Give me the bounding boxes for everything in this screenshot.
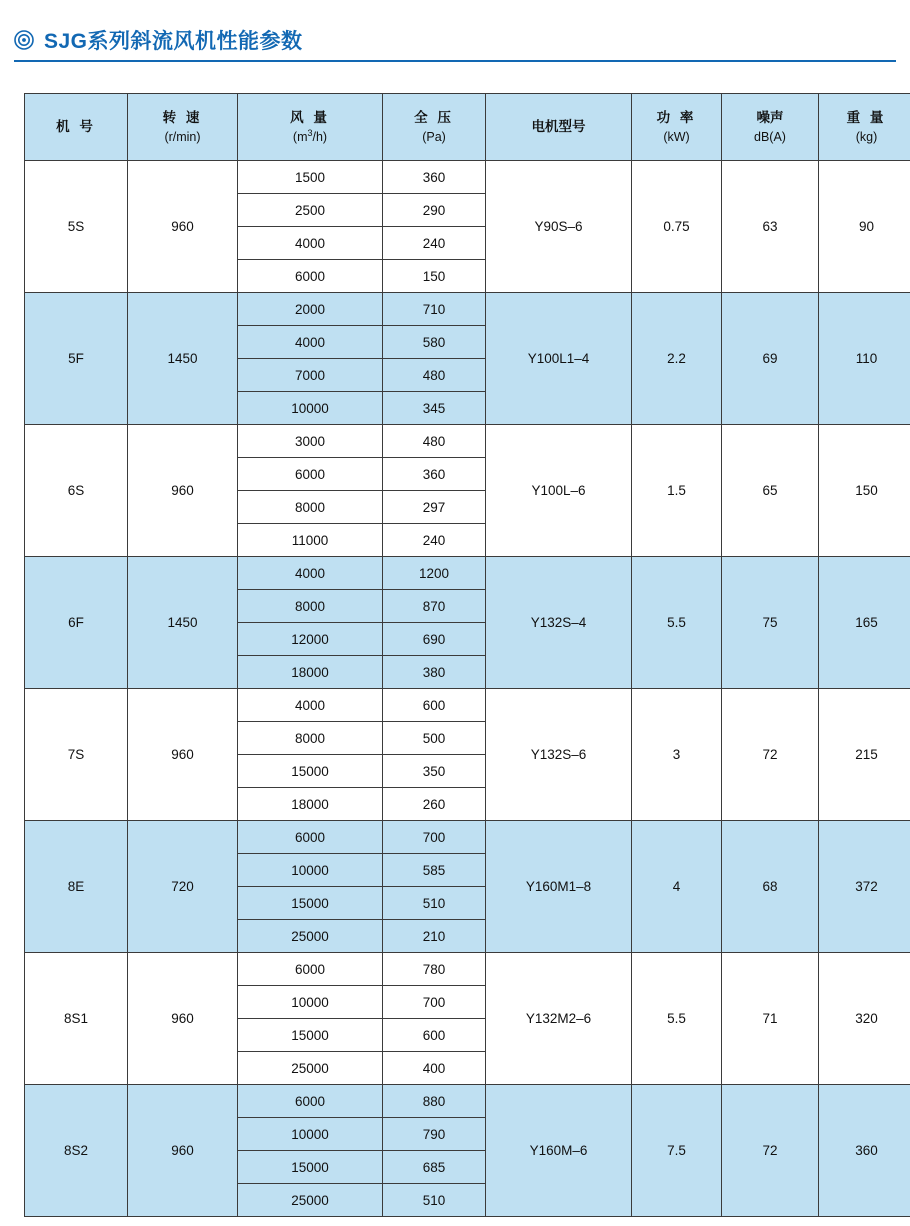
cell-flow: 7000 [238,359,383,392]
cell-pressure: 510 [383,1184,486,1217]
target-circle-icon [14,30,34,50]
cell-flow: 25000 [238,1184,383,1217]
table-row [25,557,910,590]
cell-speed: 960 [128,689,238,821]
cell-flow: 25000 [238,1052,383,1085]
column-header-weight: 重 量 (kg) [819,94,910,161]
cell-flow: 1500 [238,161,383,194]
cell-pressure: 380 [383,656,486,689]
cell-pressure: 870 [383,590,486,623]
cell-power: 4 [632,821,722,953]
cell-pressure: 700 [383,986,486,1019]
cell-speed: 720 [128,821,238,953]
table-row [25,821,910,854]
cell-model: 5F [25,293,128,425]
cell-pressure: 580 [383,326,486,359]
cell-power: 3 [632,689,722,821]
cell-motor: Y90S–6 [486,161,632,293]
cell-flow: 12000 [238,623,383,656]
cell-flow: 8000 [238,491,383,524]
cell-power: 5.5 [632,557,722,689]
cell-flow: 4000 [238,689,383,722]
cell-pressure: 290 [383,194,486,227]
table-row [25,161,910,194]
cell-speed: 1450 [128,557,238,689]
cell-flow: 4000 [238,326,383,359]
cell-noise: 65 [722,425,819,557]
cell-pressure: 690 [383,623,486,656]
cell-flow: 15000 [238,1151,383,1184]
cell-pressure: 240 [383,227,486,260]
cell-flow: 10000 [238,392,383,425]
cell-flow: 18000 [238,656,383,689]
cell-motor: Y100L–6 [486,425,632,557]
cell-flow: 6000 [238,260,383,293]
cell-motor: Y132S–4 [486,557,632,689]
cell-flow: 6000 [238,953,383,986]
cell-flow: 15000 [238,755,383,788]
cell-noise: 63 [722,161,819,293]
table-row [25,425,910,458]
cell-speed: 960 [128,953,238,1085]
cell-weight: 90 [819,161,910,293]
cell-flow: 3000 [238,425,383,458]
cell-weight: 360 [819,1085,910,1217]
cell-flow: 15000 [238,887,383,920]
cell-model: 8E [25,821,128,953]
cell-model: 5S [25,161,128,293]
cell-pressure: 240 [383,524,486,557]
cell-motor: Y160M–6 [486,1085,632,1217]
cell-model: 7S [25,689,128,821]
spec-table-container [24,93,886,1217]
page-title: SJG系列斜流风机性能参数 [44,30,303,53]
cell-speed: 1450 [128,293,238,425]
cell-flow: 6000 [238,458,383,491]
cell-flow: 8000 [238,590,383,623]
cell-power: 7.5 [632,1085,722,1217]
column-header-flow-unit: $(m^3/h)$ [292,128,328,145]
cell-motor: Y100L1–4 [486,293,632,425]
column-header-noise: 噪声 dB(A) [722,94,819,161]
column-header-power: 功 率 (kW) [632,94,722,161]
cell-weight: 320 [819,953,910,1085]
cell-model: 8S1 [25,953,128,1085]
cell-pressure: 600 [383,689,486,722]
column-header-motor: 电机型号 [486,94,632,161]
cell-pressure: 710 [383,293,486,326]
cell-weight: 215 [819,689,910,821]
cell-noise: 68 [722,821,819,953]
cell-pressure: 150 [383,260,486,293]
cell-pressure: 345 [383,392,486,425]
cell-flow: 4000 [238,557,383,590]
cell-flow: 10000 [238,1118,383,1151]
cell-power: 0.75 [632,161,722,293]
cell-pressure: 500 [383,722,486,755]
table-body [25,161,910,1217]
cell-flow: 2500 [238,194,383,227]
table-row [25,689,910,722]
table-row [25,953,910,986]
cell-pressure: 1200 [383,557,486,590]
cell-pressure: 260 [383,788,486,821]
cell-flow: 2000 [238,293,383,326]
cell-pressure: 297 [383,491,486,524]
cell-weight: 110 [819,293,910,425]
cell-weight: 165 [819,557,910,689]
cell-model: 6S [25,425,128,557]
cell-pressure: 480 [383,359,486,392]
cell-pressure: 360 [383,458,486,491]
cell-pressure: 880 [383,1085,486,1118]
cell-weight: 372 [819,821,910,953]
table-row [25,293,910,326]
cell-pressure: 600 [383,1019,486,1052]
cell-flow: 8000 [238,722,383,755]
cell-flow: 10000 [238,986,383,1019]
cell-pressure: 790 [383,1118,486,1151]
cell-flow: 11000 [238,524,383,557]
column-header-pressure: 全 压 (Pa) [383,94,486,161]
cell-pressure: 360 [383,161,486,194]
cell-model: 8S2 [25,1085,128,1217]
cell-flow: 4000 [238,227,383,260]
cell-pressure: 350 [383,755,486,788]
cell-pressure: 585 [383,854,486,887]
cell-speed: 960 [128,425,238,557]
cell-noise: 72 [722,689,819,821]
cell-pressure: 700 [383,821,486,854]
column-header-speed: 转 速 (r/min) [128,94,238,161]
cell-motor: Y160M1–8 [486,821,632,953]
cell-speed: 960 [128,1085,238,1217]
fan-performance-table [24,93,910,1217]
cell-flow: 25000 [238,920,383,953]
cell-noise: 69 [722,293,819,425]
header-divider [14,60,896,62]
cell-flow: 6000 [238,1085,383,1118]
cell-motor: Y132M2–6 [486,953,632,1085]
cell-pressure: 210 [383,920,486,953]
cell-pressure: 510 [383,887,486,920]
cell-noise: 75 [722,557,819,689]
column-header-model: 机 号 [25,94,128,161]
cell-weight: 150 [819,425,910,557]
page-header [0,20,910,62]
cell-speed: 960 [128,161,238,293]
cell-flow: 10000 [238,854,383,887]
table-header-row [25,94,910,161]
cell-flow: 18000 [238,788,383,821]
cell-power: 2.2 [632,293,722,425]
cell-pressure: 480 [383,425,486,458]
cell-flow: 6000 [238,821,383,854]
cell-noise: 71 [722,953,819,1085]
cell-flow: 15000 [238,1019,383,1052]
cell-noise: 72 [722,1085,819,1217]
cell-model: 6F [25,557,128,689]
cell-pressure: 685 [383,1151,486,1184]
cell-power: 5.5 [632,953,722,1085]
cell-pressure: 780 [383,953,486,986]
cell-power: 1.5 [632,425,722,557]
column-header-flow: 风 量 $(m^3/h)$ [238,94,383,161]
table-row [25,1085,910,1118]
cell-pressure: 400 [383,1052,486,1085]
cell-motor: Y132S–6 [486,689,632,821]
